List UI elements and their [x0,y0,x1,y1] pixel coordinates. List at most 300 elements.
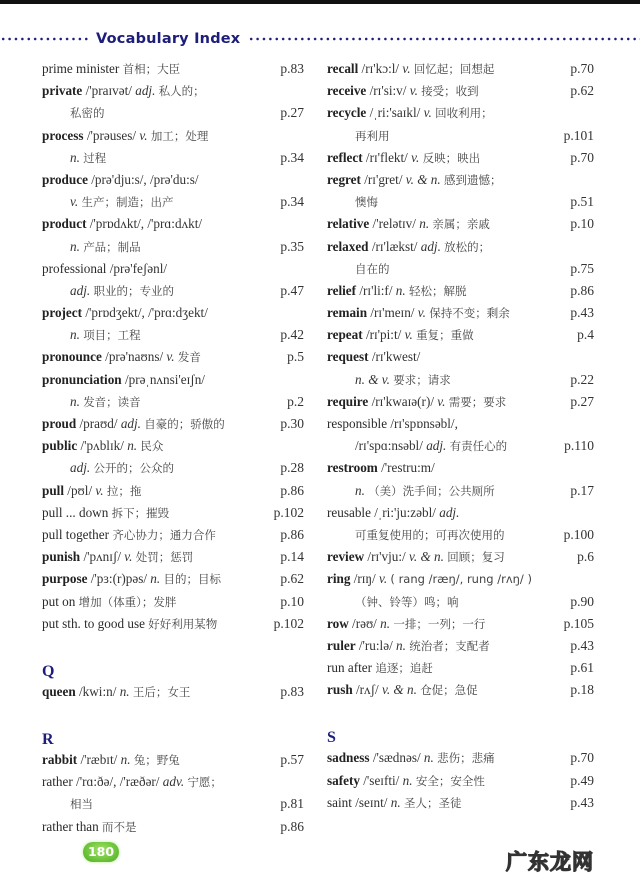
meaning: 王后；女王 [132,684,191,699]
meaning: 圣人；圣徒 [403,795,462,810]
meaning: 悲伤；悲痛 [437,751,495,766]
meaning: 职业的；专业的 [93,283,174,298]
meaning: 仓促；急促 [420,683,478,698]
entry-continuation [327,480,594,502]
vocab-entry [42,413,304,435]
meaning: 自豪的；骄傲的 [144,417,225,431]
vocab-entry [42,369,304,391]
meaning: 加工；处理 [150,128,209,143]
dotted-rule-right [248,37,640,41]
watermark: 广东龙网 [506,850,594,874]
page-ref: p.49 [570,772,594,788]
page-ref: p.35 [280,238,304,254]
headword: regret [327,171,361,187]
headword: private [42,83,83,99]
meaning: 回收利用； [435,106,493,121]
part-of-speech: n. [70,238,80,254]
part-of-speech: n. [70,327,80,343]
meaning: 民众 [140,439,164,454]
part-of-speech: n. [423,750,434,766]
headword: put on [42,593,76,609]
meaning: 好好利用某物 [148,616,218,631]
meaning: 增加（体重）；发胖 [78,594,177,609]
part-of-speech: v. [402,61,411,76]
meaning: 接受；收到 [421,84,479,99]
meaning: 项目；工程 [83,328,141,343]
part-of-speech: adj. [135,83,156,99]
entry-continuation [42,391,304,413]
meaning: 公开的；公众的 [93,461,174,476]
page-ref: p.100 [563,526,594,542]
headword: rather [42,774,73,790]
vocab-entry [327,747,594,769]
page-title: Vocabulary Index [96,31,241,47]
page-ref: p.34 [280,194,304,210]
part-of-speech: v. [166,349,175,365]
section-letter: S [327,729,336,747]
page-ref: p.2 [287,393,304,409]
phonetic: /'ræbɪt/ [80,752,118,768]
part-of-speech: adj. [70,460,91,476]
entry-continuation [327,435,594,457]
meaning: 感到遗憾； [444,172,502,187]
meaning: 安全；安全性 [415,773,485,788]
page-ref: p.28 [280,460,304,476]
headword: public [42,438,78,454]
meaning: 自在的 [355,261,390,276]
vocab-entry [42,771,304,793]
page-ref: p.70 [570,750,594,766]
part-of-speech: adj. [70,282,91,298]
part-of-speech: n. [396,637,406,653]
meaning: 发音 [177,350,201,365]
meaning: 统治者；支配者 [409,638,490,653]
page-ref: p.62 [570,83,594,99]
entry-continuation [42,102,304,124]
vocab-entry [42,435,304,457]
headword: pull together [42,526,110,542]
phonetic: /rɪ'spɑ:nsəbl/ [355,438,423,454]
headword: request [327,349,369,365]
meaning: 有责任心的 [449,439,508,454]
section-gap [42,635,304,657]
section-letter: Q [42,662,55,680]
phonetic: /'pɜ:(r)pəs/ [90,571,147,587]
meaning: 发音；读音 [83,394,141,409]
vocab-entry [327,280,594,302]
page-ref: p.10 [570,216,594,232]
page-ref: p.86 [280,526,304,542]
entry-continuation [42,280,304,302]
part-of-speech: v. [124,549,133,565]
meaning: 追逐；追赶 [375,661,433,676]
meaning: （钟、铃等）鸣；响 [355,594,459,609]
headword: punish [42,549,81,565]
vocab-entry [327,613,594,635]
headword: pronounce [42,349,102,365]
part-of-speech: n. [150,571,161,587]
entry-continuation [42,147,304,169]
headword: row [327,615,349,631]
phonetic: /'sædnəs/ [372,750,421,766]
part-of-speech: n. [355,482,365,498]
top-border [0,0,640,4]
part-of-speech: adj. [420,238,441,254]
phonetic: /prə'naʊns/ [105,349,164,365]
part-of-speech: n. [120,752,131,768]
part-of-speech: n. [390,794,401,810]
headword: recall [327,61,359,76]
meaning: 要求；请求 [393,372,451,387]
headword: safety [327,772,360,788]
part-of-speech: n. [70,393,80,409]
page-ref: p.30 [280,416,304,431]
part-of-speech: n. [127,438,138,454]
vocab-entry [327,502,594,524]
vocab-entry [327,169,594,191]
vocab-entry [327,457,594,479]
vocab-entry [42,80,304,102]
phonetic: /rʌʃ/ [355,682,379,698]
page-ref: p.70 [570,61,594,76]
headword: pull ... down [42,504,109,520]
vocab-entry [327,324,594,346]
vocab-entry [42,346,304,368]
section-gap [327,701,594,723]
vocab-entry [42,302,304,324]
headword: pull [42,482,64,498]
page-ref: p.43 [570,637,594,653]
phonetic: /'prəuses/ [86,127,137,143]
headword: ruler [327,637,356,653]
entry-continuation [42,324,304,346]
phonetic: /'pʌnɪʃ/ [83,549,121,565]
entry-continuation [327,191,594,213]
entry-continuation [42,191,304,213]
headword: require [327,393,369,409]
vocab-entry [327,391,594,413]
phonetic: /'seɪfti/ [363,772,400,788]
left-column [42,58,304,838]
headword: professional [42,260,107,276]
headword: run after [327,660,373,676]
phonetic: /rɪŋ/ [353,571,376,587]
meaning: 产品；制品 [83,239,141,254]
entry-continuation [327,125,594,147]
part-of-speech: v. [423,105,432,121]
part-of-speech: v. [409,83,418,99]
phonetic: /pʊl/ [67,482,93,498]
headword: queen [42,683,76,699]
entry-continuation [42,793,304,815]
vocab-entry [42,568,304,590]
vocab-entry [42,681,304,703]
vocab-entry [42,502,304,524]
page-ref: p.86 [280,482,304,498]
page-ref: p.4 [577,327,594,343]
meaning: 保持不变；剩余 [429,306,510,321]
part-of-speech: n. [395,282,406,298]
section-letter: R [42,731,54,749]
vocab-entry [42,58,304,80]
part-of-speech: n. [119,683,130,699]
part-of-speech: adj. [120,416,141,431]
headword: product [42,216,87,232]
meaning: 相当 [70,797,93,812]
meaning: 亲属；亲戚 [432,217,490,232]
headword: proud [42,416,77,431]
vocab-entry [42,816,304,838]
part-of-speech: v. [378,571,388,587]
phonetic: /prəˌnʌnsi'eɪʃn/ [124,371,205,387]
headword: saint [327,794,352,810]
phonetic: /rɪ'gret/ [364,171,403,187]
phonetic: /rɪ'pi:t/ [365,327,402,343]
part-of-speech: v. [404,327,413,343]
vocab-entry [327,213,594,235]
phonetic: /'prɒdʒekt/, /'prɑ:dʒekt/ [85,305,208,321]
meaning: 过程 [83,150,107,165]
part-of-speech: v. [411,149,420,165]
meaning: 拆下；摧毁 [111,505,170,520]
page-ref: p.18 [570,682,594,698]
meaning: 首相；大臣 [122,62,181,76]
vocab-entry [42,524,304,546]
page-ref: p.62 [280,571,304,587]
page-ref: p.43 [570,305,594,321]
headword: remain [327,305,368,321]
part-of-speech: v. [437,393,446,409]
headword: rabbit [42,752,78,768]
headword: receive [327,83,367,99]
meaning: 私密的 [70,106,105,121]
headword: ring [327,571,351,587]
phonetic: /prə'feʃənl/ [109,260,168,276]
headword: reflect [327,149,363,165]
headword: reusable [327,504,371,520]
phonetic: /rɪ'si:v/ [369,83,407,99]
vocab-entry [327,58,594,80]
vocab-entry [327,635,594,657]
headword: relief [327,282,357,298]
headword: pronunciation [42,371,122,387]
entry-continuation [327,369,594,391]
entry-continuation [327,591,594,613]
meaning: ( rang /ræŋ/, rung /rʌŋ/ ) [390,572,532,587]
page-ref: p.75 [570,260,594,276]
phonetic: /'prɒdʌkt/, /'prɑ:dʌkt/ [89,216,203,232]
part-of-speech: adv. [162,774,185,790]
phonetic: /rɪ'vju:/ [367,549,406,565]
part-of-speech: v. [139,127,148,143]
page-ref: p.51 [570,194,594,210]
part-of-speech: v. [95,482,104,498]
page-ref: p.70 [570,149,594,165]
page-ref: p.110 [564,438,594,454]
meaning: 私人的； [158,84,205,99]
headword: relative [327,216,370,232]
headword: sadness [327,750,370,766]
phonetic: /'rɑ:ðə/, /'ræðər/ [76,774,160,790]
vocab-entry [42,613,304,635]
vocab-entry [327,102,594,124]
part-of-speech: adj. [439,504,460,520]
vocab-entry [327,413,594,435]
meaning: 重复；重做 [416,328,474,343]
vocab-entry [42,546,304,568]
vocab-entry [327,770,594,792]
page-ref: p.47 [280,282,304,298]
page-ref: p.90 [570,593,594,609]
phonetic: /'pʌblɪk/ [80,438,124,454]
page-ref: p.10 [280,593,304,609]
phonetic: /ˌri:'saɪkl/ [369,105,421,121]
section-gap [42,703,304,725]
phonetic: /praʊd/ [79,416,118,431]
page-ref: p.27 [570,393,594,409]
page-ref: p.83 [280,683,304,699]
headword: review [327,549,365,565]
vocab-entry [42,125,304,147]
part-of-speech: v. [70,194,79,210]
phonetic: /rɪ'spɒnsəbl/, [390,416,458,431]
phonetic: /rɪ'lækst/ [371,238,418,254]
part-of-speech: n. [419,216,430,232]
vocab-entry [42,591,304,613]
page-ref: p.61 [570,660,594,676]
phonetic: /rəʊ/ [352,615,377,631]
entry-continuation [327,258,594,280]
meaning: 可重复使用的；可再次使用的 [355,527,505,542]
vocab-entry [42,258,304,280]
headword: prime minister [42,61,120,76]
meaning: 宁愿； [187,775,222,790]
meaning: 再利用 [355,128,390,143]
part-of-speech: n. & v. [355,371,390,387]
page-ref: p.34 [280,149,304,165]
phonetic: /rɪ'li:f/ [359,282,393,298]
vocab-entry [327,80,594,102]
vocab-entry [327,546,594,568]
meaning: 齐心协力；通力合作 [112,527,216,542]
vocab-entry [42,213,304,235]
meaning: 轻松；解脱 [408,283,467,298]
part-of-speech: adj. [426,438,447,454]
headword: project [42,305,83,321]
vocab-entry [327,679,594,701]
meaning: 回忆起；回想起 [413,62,495,76]
meaning: 懊悔 [355,195,378,210]
page-number-badge: 180 [83,842,119,862]
page-ref: p.86 [570,282,594,298]
page-ref: p.57 [280,752,304,768]
meaning: 兔；野兔 [133,753,180,768]
headword: responsible [327,416,388,431]
headword: process [42,127,84,143]
vocab-entry [327,147,594,169]
vocab-entry [327,302,594,324]
page-ref: p.101 [563,127,594,143]
headword: restroom [327,460,378,476]
phonetic: /rɪ'kɔ:l/ [361,61,400,76]
part-of-speech: n. [380,615,391,631]
page-ref: p.27 [280,105,304,121]
headword: produce [42,171,88,187]
vocab-entry [42,169,304,191]
part-of-speech: v. & n. [408,549,444,565]
phonetic: /'ru:lə/ [358,637,393,653]
meaning: 反映；映出 [422,150,481,165]
headword: put sth. to good use [42,615,145,631]
page-ref: p.17 [570,482,594,498]
page-ref: p.6 [577,549,594,565]
phonetic: /rɪ'kwaɪə(r)/ [371,393,434,409]
phonetic: /rɪ'flekt/ [365,149,408,165]
part-of-speech: v. & n. [381,682,417,698]
entry-continuation [42,236,304,258]
phonetic: /'relətɪv/ [372,216,416,232]
meaning: 目的；目标 [163,572,221,587]
page-ref: p.43 [570,794,594,810]
headword: relaxed [327,238,369,254]
page-ref: p.22 [570,371,594,387]
page-ref: p.5 [287,349,304,365]
page-ref: p.81 [280,796,304,812]
vocab-entry [327,568,594,590]
meaning: 放松的； [444,239,491,254]
meaning: 回顾；复习 [447,550,505,565]
phonetic: /rɪ'kwest/ [371,349,421,365]
phonetic: /seɪnt/ [355,794,388,810]
meaning: 需要；要求 [448,394,507,409]
phonetic: /kwi:n/ [79,683,117,699]
meaning: 一排；一列；一行 [393,616,486,631]
headword: rather than [42,818,99,834]
entry-continuation [327,524,594,546]
meaning: 处罚；惩罚 [135,550,194,565]
meaning: 生产；制造；出产 [81,195,174,210]
headword: rush [327,682,353,698]
part-of-speech: n. [70,149,80,165]
vocab-entry [42,749,304,771]
headword: repeat [327,327,363,343]
part-of-speech: n. [402,772,413,788]
page-ref: p.105 [563,615,594,631]
vocab-entry [327,346,594,368]
page-ref: p.83 [280,61,304,76]
vocab-entry [327,792,594,814]
dotted-rule-left [0,37,88,41]
page-ref: p.86 [280,818,304,834]
part-of-speech: v. [417,305,426,321]
right-column [327,58,594,814]
page-ref: p.102 [273,504,304,520]
page-ref: p.42 [280,327,304,343]
vocab-entry [327,657,594,679]
headword: purpose [42,571,88,587]
part-of-speech: v. & n. [405,171,441,187]
entry-continuation [42,457,304,479]
vocab-entry [327,236,594,258]
page-header [0,28,640,50]
meaning: 而不是 [102,819,137,834]
phonetic: /'restru:m/ [381,460,435,476]
vocab-entry [42,480,304,502]
meaning: （美）洗手间；公共厕所 [368,483,495,498]
phonetic: /prə'dju:s/, /prə'du:s/ [91,171,199,187]
phonetic: /'praɪvət/ [85,83,132,99]
phonetic: /ˌri:'ju:zəbl/ [374,504,436,520]
